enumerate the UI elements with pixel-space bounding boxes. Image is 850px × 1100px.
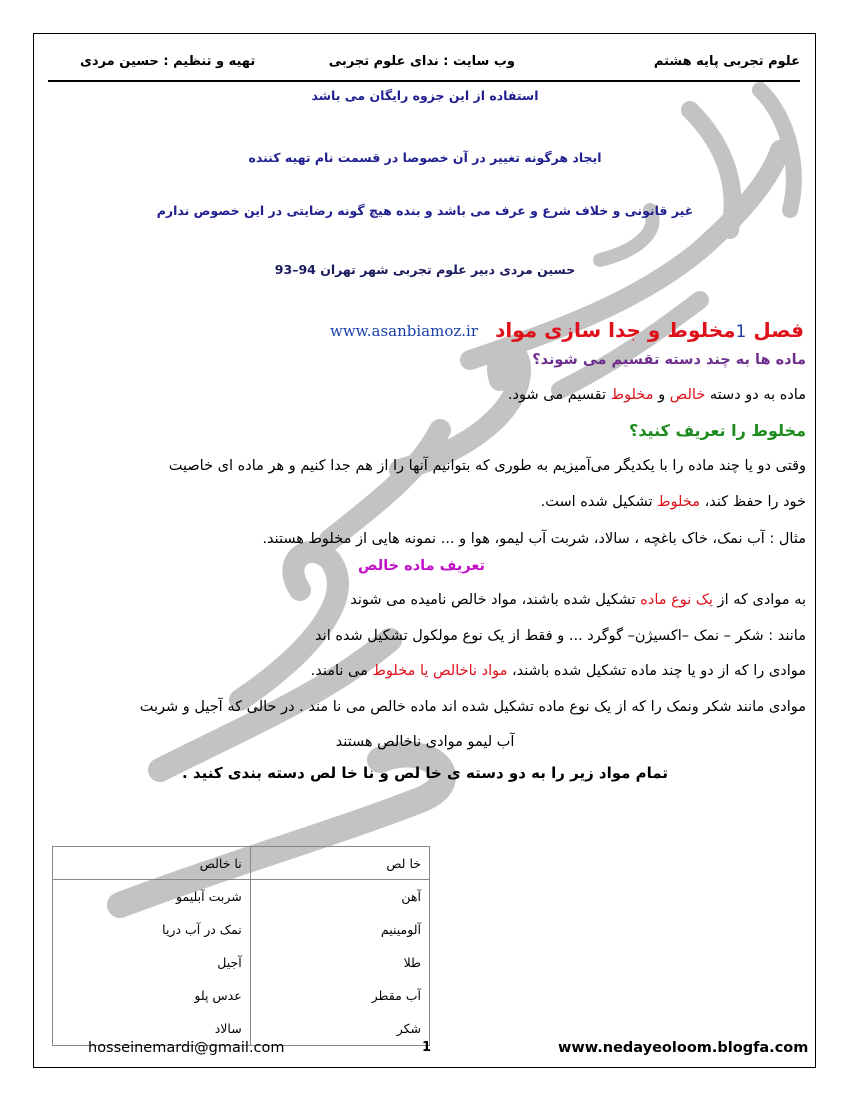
table-row: آهن شربت آبلیمو xyxy=(53,880,430,914)
header-pure: خا لص xyxy=(250,847,429,880)
notice-free-use: استفاده از این جزوه رایگان می باشد xyxy=(311,88,539,103)
table-row: شکر سالاد xyxy=(53,1012,430,1046)
notice-no-change: ایجاد هرگونه تغییر در آن خصوصا در قسمت نام تهیه کننده xyxy=(248,150,602,165)
asanbiamoz-link[interactable]: www.asanbiamoz.ir xyxy=(330,322,478,340)
comparison-line2: آب لیمو موادی ناخالص هستند xyxy=(335,734,515,750)
header-divider xyxy=(48,80,800,82)
table-row: آلومینیم نمک در آب دریا xyxy=(53,913,430,946)
pure-definition: به موادی که از یک نوع ماده تشکیل شده باشند، مواد خالص نامیده می شوند xyxy=(350,592,806,608)
table-header-row xyxy=(53,847,430,880)
header-author: تهیه و تنظیم : حسین مردی xyxy=(80,54,256,69)
table-row: طلا آجیل xyxy=(53,946,430,979)
question-define-mixture: مخلوط را تعریف کنید؟ xyxy=(629,421,806,440)
header-course: علوم تجربی پایه هشتم xyxy=(653,54,800,69)
footer-email[interactable]: hosseinemardi@gmail.com xyxy=(88,1040,285,1056)
chapter-title: مخلوط و جدا سازی مواد xyxy=(495,318,736,342)
impure-definition: موادی را که از دو یا چند ماده تشکیل شده باشند، مواد ناخالص یا مخلوط می نامند. xyxy=(310,663,806,679)
header-impure: نا خالص xyxy=(53,847,251,880)
pure-substance-heading: تعریف ماده خالص xyxy=(357,558,485,574)
classification-task: تمام مواد زیر را به دو دسته ی خا لص و نا خا لص دسته بندی کنید . xyxy=(182,764,668,782)
chapter-number: 1 xyxy=(735,322,747,342)
mixture-definition-line2: خود را حفظ کند، مخلوط تشکیل شده است. xyxy=(540,494,806,510)
chapter-prefix: فصل xyxy=(746,318,804,342)
notice-author-credit: حسین مردی دبیر علوم تجربی شهر تهران 94–93 xyxy=(274,262,576,277)
answer-categories: ماده به دو دسته خالص و مخلوط تقسیم می شود. xyxy=(507,387,806,403)
comparison-line1: موادی مانند شکر ونمک را که از یک نوع ماده تشکیل شده اند ماده خالص می نا مند . در حالی که آجیل و شربت xyxy=(139,699,806,715)
page-number: 1 xyxy=(422,1040,432,1055)
question-categories: ماده ها به چند دسته تقسیم می شوند؟ xyxy=(532,352,806,368)
pure-examples: مانند : شکر – نمک –اکسیژن– گوگرد ... و فقط از یک نوع مولکول تشکیل شده اند xyxy=(315,628,806,644)
table-row: آب مقطر عدس پلو xyxy=(53,979,430,1012)
footer-website[interactable]: www.nedayeoloom.blogfa.com xyxy=(558,1040,809,1056)
page-header xyxy=(48,54,800,76)
mixture-definition-line1: وقتی دو یا چند ماده را با یکدیگر می‌آمیزیم به طوری که بتوانیم آنها را از هم جدا کنیم و هر ماده ای خاصیت xyxy=(168,458,806,474)
header-website: وب سایت : ندای علوم تجربی xyxy=(328,54,515,69)
chapter-heading xyxy=(495,318,804,342)
mixture-examples: مثال : آب نمک، خاک باغچه ، سالاد، شربت آب لیمو، هوا و ... نمونه هایی از مخلوط هستند. xyxy=(262,531,806,547)
classification-table xyxy=(52,846,430,1046)
notice-illegal: غیر قانونی و خلاف شرع و عرف می باشد و بنده هیچ گونه رضایتی در این خصوص ندارم xyxy=(156,203,694,218)
